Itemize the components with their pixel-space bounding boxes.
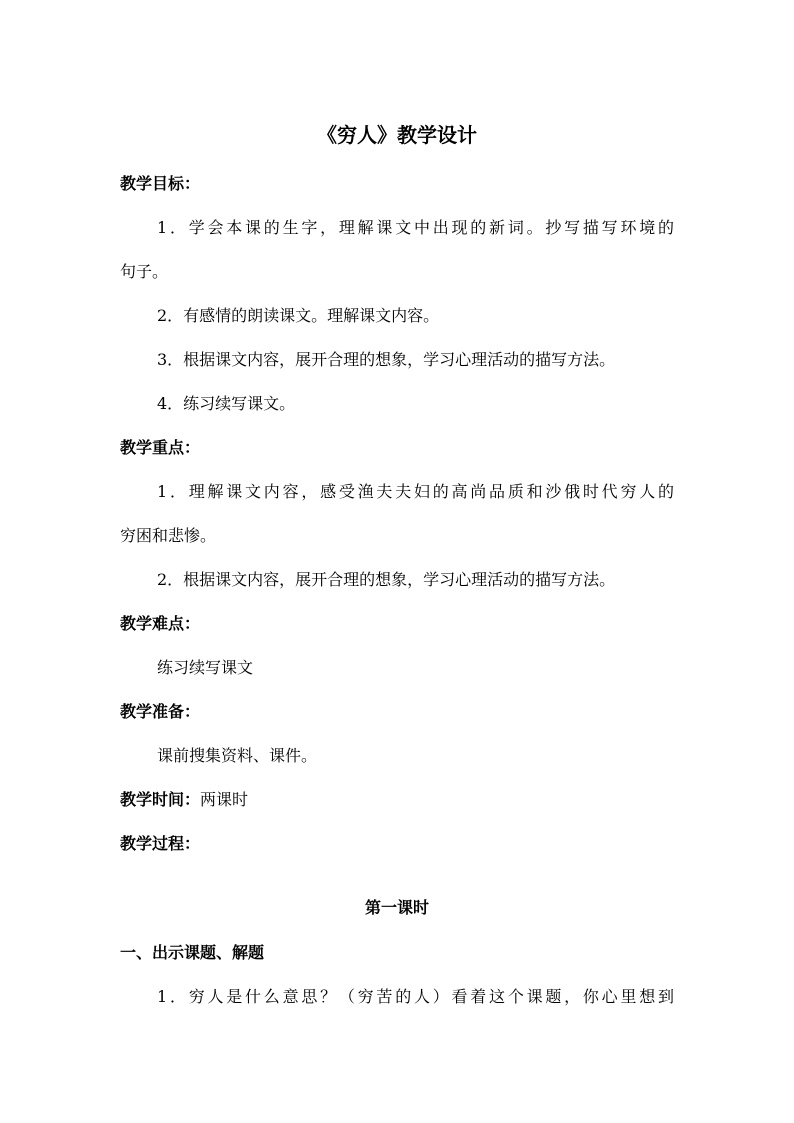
goals-item-1: 1．学会本课的生字，理解课文中出现的新词。抄写描写环境的	[157, 218, 674, 237]
lesson-one-item-1: 1．穷人是什么意思？（穷苦的人）看着这个课题，你心里想到	[157, 987, 674, 1006]
time-heading: 教学时间：	[120, 790, 201, 809]
goals-item-4: 4．练习续写课文。	[157, 394, 296, 413]
goals-item-1-continuation: 句子。	[120, 262, 169, 281]
difficulty-text: 练习续写课文	[157, 658, 254, 677]
goals-item-3: 3．根据课文内容，展开合理的想象，学习心理活动的描写方法。	[157, 350, 616, 369]
time-text: 两课时	[200, 790, 249, 809]
preparation-text: 课前搜集资料、课件。	[157, 746, 318, 765]
lesson-one-section-heading: 一、出示课题、解题	[120, 943, 265, 962]
document-title: 《穷人》教学设计	[317, 123, 477, 147]
key-points-heading: 教学重点：	[120, 438, 201, 457]
key-points-item-1-continuation: 穷困和悲惨。	[120, 526, 217, 545]
preparation-heading: 教学准备：	[120, 702, 201, 721]
key-points-item-1: 1．理解课文内容，感受渔夫夫妇的高尚品质和沙俄时代穷人的	[157, 482, 674, 501]
lesson-one-title: 第一课时	[364, 898, 429, 917]
process-heading: 教学过程：	[120, 834, 201, 853]
goals-item-2: 2．有感情的朗读课文。理解课文内容。	[157, 306, 440, 325]
time-line	[120, 789, 674, 811]
difficulty-heading: 教学难点：	[120, 614, 201, 633]
goals-heading: 教学目标：	[120, 174, 201, 193]
key-points-item-2: 2．根据课文内容，展开合理的想象，学习心理活动的描写方法。	[157, 570, 616, 589]
